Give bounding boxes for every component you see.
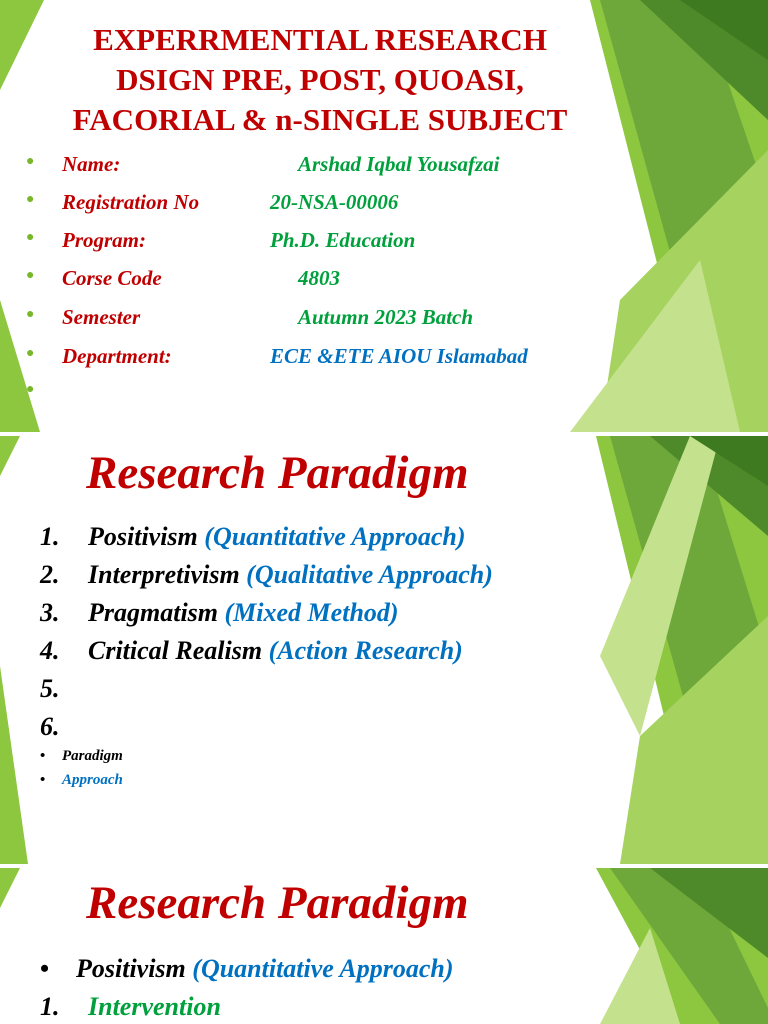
slide-3-title: Research Paradigm — [86, 877, 469, 929]
info-value: 4803 — [298, 266, 340, 290]
bullet-icon: ● — [26, 307, 35, 322]
item-approach: (Qualitative Approach) — [246, 560, 493, 589]
item-number: 5. — [40, 674, 60, 703]
bullet-icon: ● — [26, 154, 35, 169]
bullet-icon: • — [40, 772, 46, 788]
info-label: Semester — [62, 305, 141, 329]
title-line-3: FACORIAL & n-SINGLE SUBJECT — [72, 102, 568, 137]
item-approach: (Quantitative Approach) — [204, 522, 466, 551]
item-number: 4. — [40, 636, 60, 665]
info-label: Corse Code — [62, 266, 162, 290]
title-line-2: DSIGN PRE, POST, QUOASI, — [116, 62, 524, 97]
legend-paradigm — [40, 748, 123, 765]
item-approach: (Action Research) — [268, 636, 463, 665]
bullet-icon: • — [40, 748, 46, 764]
legend-text: Paradigm — [62, 748, 123, 764]
info-value: Autumn 2023 Batch — [298, 305, 474, 329]
sub-item-text: Intervention — [88, 992, 221, 1021]
paradigm-item-5 — [40, 674, 88, 704]
info-label: Registration No — [62, 190, 200, 214]
paradigm-item-1 — [40, 522, 466, 552]
bullet-icon: ● — [26, 346, 35, 361]
info-value: 20-NSA-00006 — [270, 190, 399, 214]
bullet-icon: ● — [26, 382, 35, 397]
item-term: Critical Realism — [88, 636, 263, 665]
legend-approach — [40, 772, 123, 789]
paradigm-item-6 — [40, 712, 88, 742]
slide-3-sub-item — [40, 992, 221, 1022]
info-label: Program: — [62, 228, 146, 252]
bullet-icon: ● — [26, 230, 35, 245]
item-number: 1. — [40, 992, 60, 1021]
slide-2 — [0, 436, 768, 864]
slide-3-bullet — [40, 954, 454, 984]
info-label: Name: — [62, 152, 121, 176]
slide-1 — [0, 0, 768, 432]
info-value: ECE &ETE AIOU Islamabad — [270, 344, 528, 368]
bullet-icon: ● — [26, 268, 35, 283]
item-number: 1. — [40, 522, 60, 551]
paradigm-item-3 — [40, 598, 399, 628]
item-number: 3. — [40, 598, 60, 627]
legend-text: Approach — [62, 772, 123, 788]
bullet-icon: • — [40, 954, 50, 983]
bullet-icon: ● — [26, 192, 35, 207]
slide-2-title: Research Paradigm — [86, 447, 469, 499]
item-approach: (Mixed Method) — [224, 598, 399, 627]
slide-1-title — [20, 20, 620, 140]
paradigm-item-4 — [40, 636, 463, 666]
paradigm-item-2 — [40, 560, 493, 590]
item-number: 6. — [40, 712, 60, 741]
item-number: 2. — [40, 560, 60, 589]
bullet-term: Positivism — [76, 954, 186, 983]
slide-3 — [0, 868, 768, 1024]
item-term: Positivism — [88, 522, 198, 551]
info-label: Department: — [62, 344, 172, 368]
item-term: Pragmatism — [88, 598, 219, 627]
item-term: Interpretivism — [88, 560, 240, 589]
info-value: Ph.D. Education — [270, 228, 416, 252]
title-line-1: EXPERRMENTIAL RESEARCH — [93, 22, 547, 57]
bullet-approach: (Quantitative Approach) — [192, 954, 454, 983]
info-value: Arshad Iqbal Yousafzai — [298, 152, 500, 176]
